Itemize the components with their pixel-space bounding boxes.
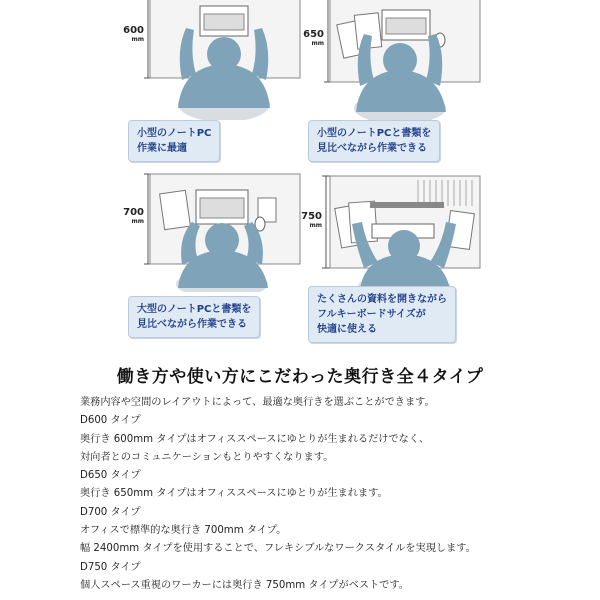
- body-line: D750 タイプ: [80, 561, 141, 573]
- panel-caption: 小型のノートPCと書類を 見比べながら作業できる: [308, 120, 440, 162]
- body-line: 幅 2400mm タイプを使用することで、フレキシブルなワークスタイルを実現します。: [80, 543, 476, 555]
- dimension-label: 700 mm: [123, 207, 144, 225]
- body-line: 対向者とのコミュニケーションもとりやすくなります。: [80, 451, 334, 463]
- desk-illustration-d750: [300, 172, 530, 292]
- panel-d650: [300, 0, 530, 168]
- dimension-label: 750 mm: [301, 211, 322, 229]
- body-line: D600 タイプ: [80, 415, 141, 427]
- body-line: 奥行き 650mm タイプはオフィススペースにゆとりが生まれます。: [80, 488, 388, 500]
- section-heading: 働き方や使い方にこだわった奥行き全４タイプ: [116, 367, 484, 387]
- description-text: [80, 394, 580, 595]
- body-line: 奥行き 600mm タイプはオフィススペースにゆとりが生まれるだけでなく、: [80, 433, 430, 445]
- panel-caption: たくさんの資料を開きながら フルキーボードサイズが 快適に使える: [308, 286, 456, 343]
- dimension-label: 650 mm: [303, 29, 324, 47]
- body-line: 個人スペース重視のワーカーには奥行き 750mm タイプがベストです。: [80, 579, 409, 591]
- body-line: D700 タイプ: [80, 506, 141, 518]
- dimension-label: 600 mm: [123, 25, 144, 43]
- panel-caption: 大型のノートPCと書類を 見比べながら作業できる: [128, 296, 260, 338]
- desk-illustration-d650: [300, 0, 530, 120]
- body-line: オフィスで標準的な奥行き 700mm タイプ。: [80, 525, 287, 537]
- body-line: 業務内容や空間のレイアウトによって、最適な奥行きを選ぶことができます。: [80, 397, 435, 408]
- panel-caption: 小型のノートPC 作業に最適: [128, 120, 220, 162]
- body-line: D650 タイプ: [80, 470, 141, 482]
- panel-d750: [300, 172, 530, 340]
